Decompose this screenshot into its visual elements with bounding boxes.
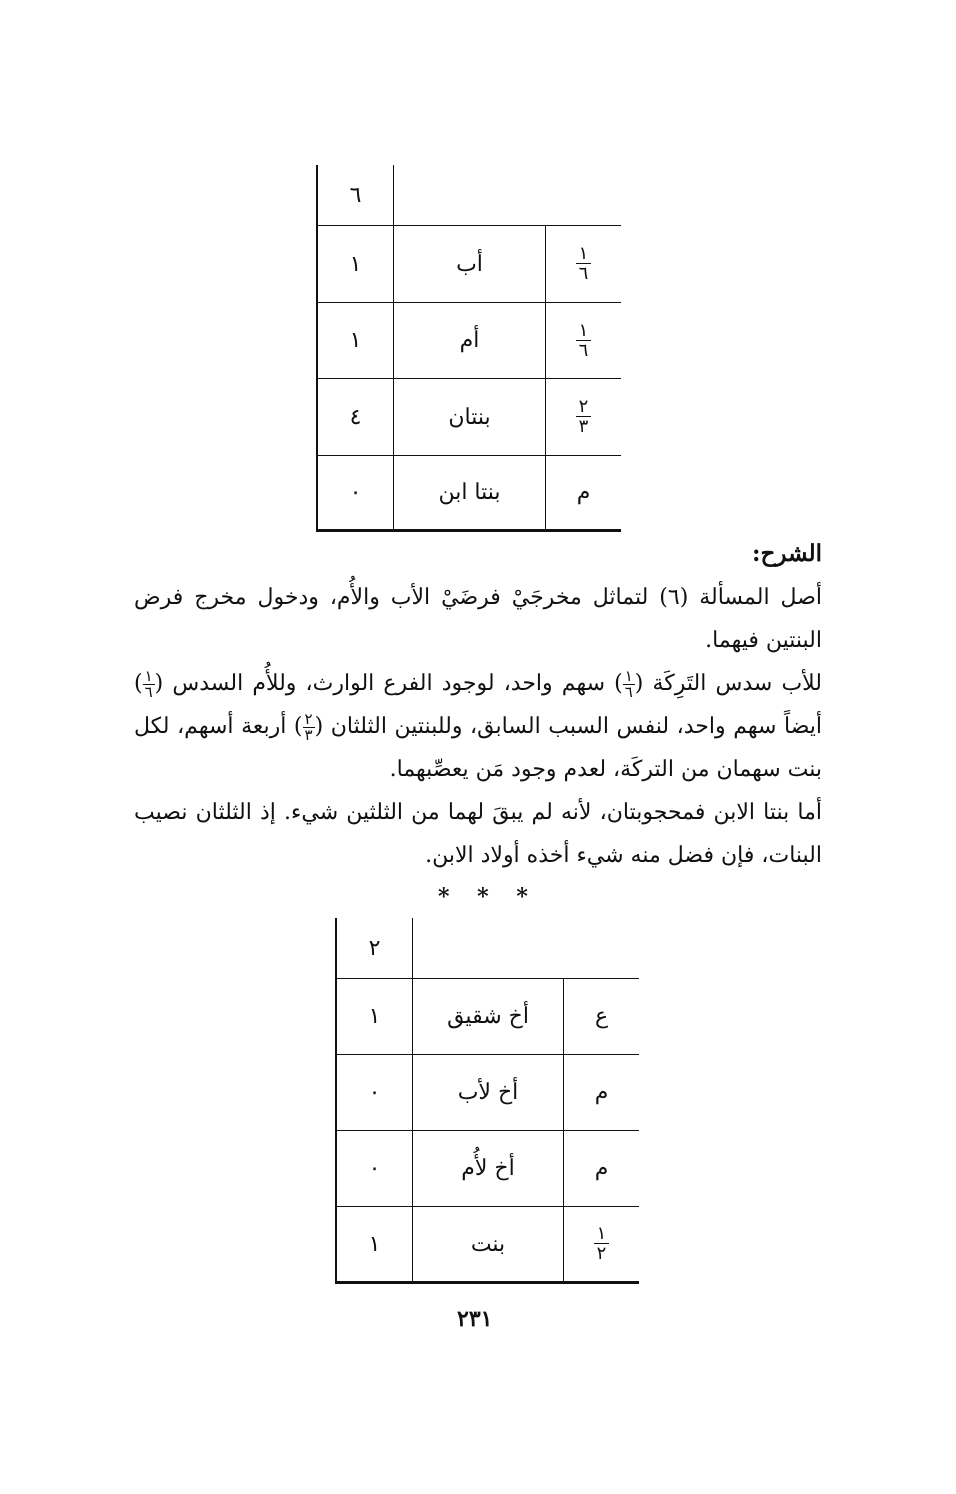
share-cell: ٤ [349, 404, 362, 430]
share-cell: ١ [349, 328, 362, 353]
share-cell: ٠ [368, 1156, 381, 1181]
inline-fraction: $\frac{٢}{٣}$ [304, 709, 313, 744]
page-number: ٢٣١ [457, 1306, 493, 1332]
share-cell: ٠ [349, 480, 362, 505]
table-total: ٦ [349, 182, 362, 208]
heir-cell: بنتان [448, 404, 491, 430]
explanation-heading: الشرح: [752, 540, 822, 567]
heir-cell: أخ لأُم [461, 1156, 515, 1181]
paragraph-1: أصل المسألة (٦) لتماثل مخرجَيْ فرضَيْ الأب والأُم، ودخول مخرج فرض البنتين فيهما. [134, 585, 823, 653]
mark-cell: م [594, 1080, 609, 1105]
fraction: $\frac{١}{٢}$ [594, 1225, 610, 1263]
fraction-cell [564, 1207, 639, 1281]
paragraph-3: أما بنتا الابن فمحجوبتان، لأنه لم يبقَ لهما من الثلثين شيء. إذ الثلثان نصيب البنات، فإن فضل منه شيء أخذه أولاد الابن. [134, 800, 822, 868]
table-total: ٢ [368, 935, 381, 961]
heir-cell: أخ شقيق [447, 1004, 529, 1029]
heir-cell: أخ لأب [457, 1080, 519, 1105]
heir-cell: أم [459, 328, 480, 353]
share-cell: ١ [368, 1004, 381, 1029]
mark-cell: م [576, 480, 591, 505]
inline-fraction: $\frac{١}{٦}$ [624, 666, 633, 701]
heir-cell: بنت [470, 1231, 506, 1257]
share-cell: ١ [349, 251, 362, 277]
share-cell: ٠ [368, 1080, 381, 1105]
mark-cell: م [594, 1156, 609, 1181]
heir-cell: أب [456, 251, 483, 277]
fraction: $\frac{١}{٦}$ [576, 322, 592, 360]
fraction: $\frac{١}{٦}$ [576, 245, 592, 283]
section-separator: * * * [438, 884, 538, 910]
fraction: $\frac{٢}{٣}$ [576, 398, 592, 436]
table-border [335, 1281, 639, 1284]
heir-cell: بنتا ابن [438, 480, 501, 505]
paragraph-2: للأب سدس التَرِكَة ( $\frac{١}{٦}$ ) سهم واحد، لوجود الفرع الوارث، وللأُم السدس ( $\frac{١}{٦}$ ) أيضاً سهم واحد، لنفس السبب السابق، وللبنتين الثلثان ( $\frac{٢}{٣}$ ) أربعة أسهم، لكل بنت سهمان من التركَة، لعدم وجود مَن يعصِّبهما. [134, 666, 823, 782]
inline-fraction: $\frac{١}{٦}$ [144, 666, 153, 701]
mark-cell: ع [594, 1004, 609, 1029]
share-cell: ١ [368, 1231, 381, 1257]
